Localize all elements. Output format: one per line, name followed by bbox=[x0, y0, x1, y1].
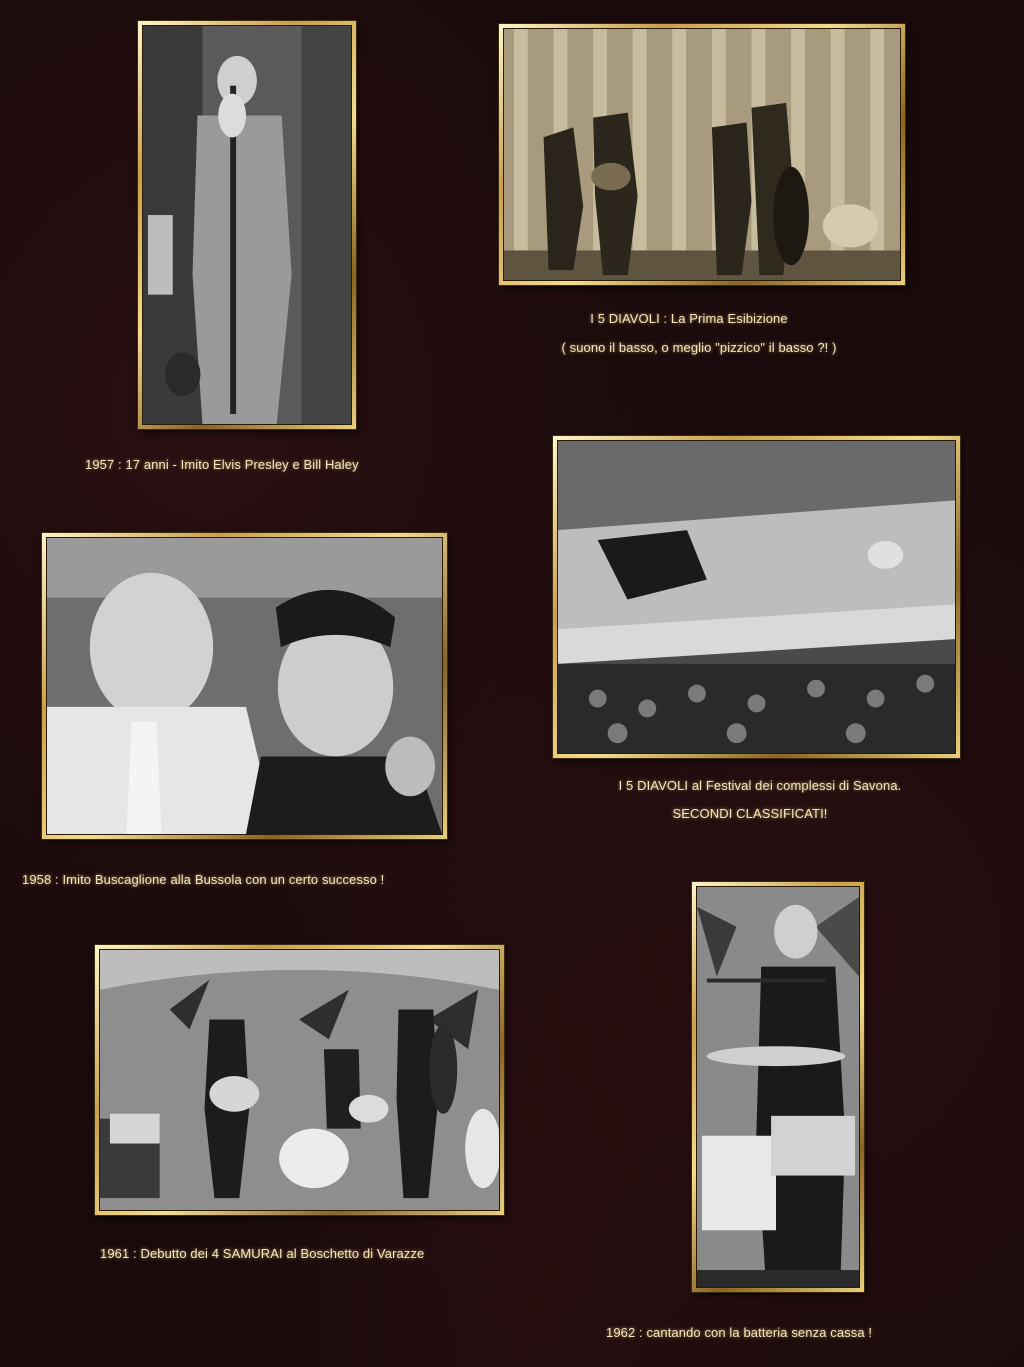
photo-frame-1957 bbox=[138, 21, 356, 429]
photo-frame-1962 bbox=[692, 882, 864, 1292]
photo-frame-savona-festival bbox=[553, 436, 960, 758]
two-men-portrait-icon bbox=[46, 537, 443, 835]
singer-at-microphone-icon bbox=[142, 25, 352, 425]
photo-frame-5-diavoli-first bbox=[499, 24, 905, 285]
drummer-singing-icon bbox=[696, 886, 860, 1288]
caption-savona-line1: I 5 DIAVOLI al Festival dei complessi di Savona. bbox=[618, 778, 902, 793]
caption-savona-line2: SECONDI CLASSIFICATI! bbox=[672, 806, 828, 821]
festival-stage-icon bbox=[557, 440, 956, 754]
caption-1962: 1962 : cantando con la batteria senza cassa ! bbox=[606, 1325, 873, 1340]
caption-1957: 1957 : 17 anni - Imito Elvis Presley e Bill Haley bbox=[85, 457, 359, 472]
caption-1961: 1961 : Debutto dei 4 SAMURAI al Boschetto di Varazze bbox=[100, 1246, 425, 1261]
caption-1958: 1958 : Imito Buscaglione alla Bussola con un certo successo ! bbox=[22, 872, 385, 887]
caption-5-diavoli-line1: I 5 DIAVOLI : La Prima Esibizione bbox=[590, 311, 788, 326]
caption-5-diavoli-line2: ( suono il basso, o meglio "pizzico" il basso ?! ) bbox=[561, 340, 837, 355]
band-on-stage-icon bbox=[503, 28, 901, 281]
photo-frame-1958 bbox=[42, 533, 447, 839]
photo-frame-1961 bbox=[95, 945, 504, 1215]
band-performance-icon bbox=[99, 949, 500, 1211]
